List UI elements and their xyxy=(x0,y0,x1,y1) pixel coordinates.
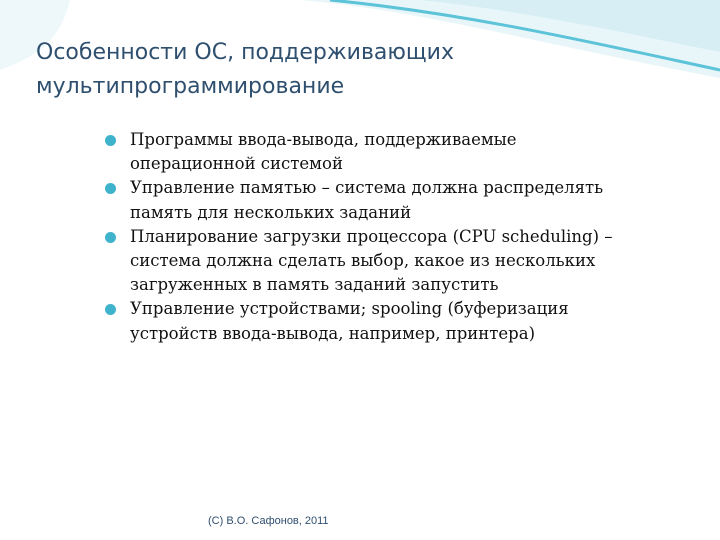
slide-title xyxy=(36,36,676,104)
bullet-text: Планирование загрузки процессора (CPU scheduling) –система должна сделать выбор, какое из нескольких загруженных в память заданий запустить xyxy=(130,226,613,295)
bullet-text: Управление памятью – система должна распределять память для нескольких заданий xyxy=(130,178,604,222)
bullet-list xyxy=(105,128,625,346)
footer-copyright: (C) В.О. Сафонов, 2011 xyxy=(208,515,329,527)
bullet-item xyxy=(105,128,625,176)
bullet-text: Программы ввода-вывода, поддерживаемые операционной системой xyxy=(130,130,517,174)
bullet-icon xyxy=(105,183,116,194)
bullet-text: Управление устройствами; spooling (буферизация устройств ввода-вывода, например, принтера) xyxy=(130,299,569,343)
bullet-icon xyxy=(105,135,116,146)
bullet-icon xyxy=(105,304,116,315)
bullet-icon xyxy=(105,232,116,243)
bullet-item xyxy=(105,176,625,224)
bullet-item xyxy=(105,225,625,298)
bullet-item xyxy=(105,297,625,345)
slide-title-line-2: мультипрограммирование xyxy=(36,74,345,99)
slide-title-line-1: Особенности ОС, поддерживающих xyxy=(36,40,454,65)
